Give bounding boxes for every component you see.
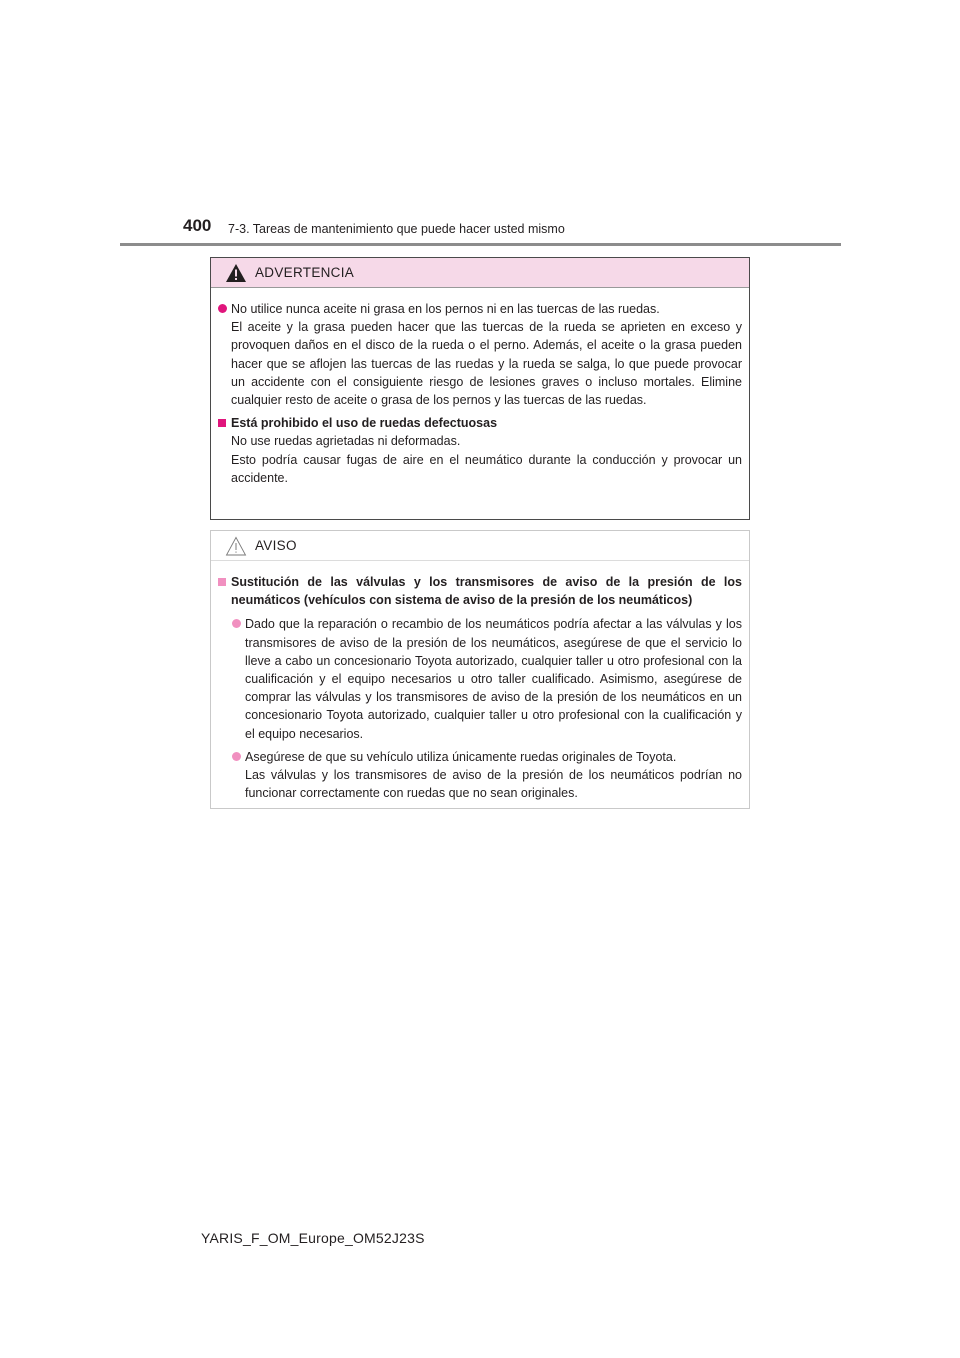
notice-item-service — [231, 615, 742, 742]
bullet-square-icon — [217, 573, 231, 591]
warning-item-line2: Esto podría causar fugas de aire en el neumático durante la conducción y provocar un accidente. — [231, 452, 742, 485]
notice-item-original-wheels — [231, 748, 742, 803]
warning-item-heading: Está prohibido el uso de ruedas defectuosas — [231, 416, 498, 431]
warning-item-line1: No use ruedas agrietadas ni deformadas. — [231, 434, 461, 449]
document-code: YARIS_F_OM_Europe_OM52J23S — [201, 1230, 425, 1246]
bullet-circle-icon — [231, 615, 245, 633]
notice-body — [211, 561, 749, 807]
page-number: 400 — [183, 216, 212, 235]
header-rule — [120, 243, 841, 246]
bullet-circle-icon — [231, 748, 245, 766]
notice-section — [217, 573, 742, 807]
section-title: 7-3. Tareas de mantenimiento que puede hacer usted mismo — [228, 222, 565, 236]
bullet-circle-icon — [217, 300, 231, 318]
notice-heading: Sustitución de las válvulas y los transmisores de aviso de la presión de los neumáticos (vehículos con sistema de aviso de la presión de los neumáticos) — [231, 575, 742, 608]
warning-item-lead: No utilice nunca aceite ni grasa en los pernos ni en las tuercas de las ruedas. — [231, 302, 660, 316]
warning-triangle-icon — [225, 263, 247, 283]
notice-header — [211, 531, 749, 561]
warning-header — [211, 258, 749, 288]
notice-item-body: Las válvulas y los transmisores de aviso de la presión de los neumáticos podrían no funcionar correctamente con ruedas que no sean originales. — [245, 768, 742, 801]
warning-item-oil-grease — [217, 300, 742, 409]
warning-box — [210, 257, 750, 520]
warning-title: ADVERTENCIA — [255, 265, 355, 280]
notice-item-text: Dado que la reparación o recambio de los neumáticos podría afectar a las válvulas y los transmisores de aviso de la presión de los neumáticos, asegúrese de que el servicio lo lleve a cabo un concesionario Toyota autorizado, cualquier taller u otro profesional con la cualificación y el equipo necesarios u otro taller cualificado. Asimismo, asegúrese de comprar las válvulas y los transmisores de aviso de la presión de los neumáticos en un concesionario Toyota autorizado, cualquier taller u otro profesional con la cualificación y el equipo necesarios. — [245, 617, 742, 741]
warning-item-defective-wheels — [217, 414, 742, 487]
notice-item-lead: Asegúrese de que su vehículo utiliza únicamente ruedas originales de Toyota. — [245, 749, 677, 764]
warning-body — [211, 288, 749, 487]
caution-triangle-icon — [225, 536, 247, 556]
notice-title: AVISO — [255, 538, 297, 553]
bullet-square-icon — [217, 414, 231, 432]
notice-box — [210, 530, 750, 809]
warning-item-body: El aceite y la grasa pueden hacer que las tuercas de la rueda se aprieten en exceso y provoquen daños en el disco de la rueda o el perno. Además, el aceite o la grasa pueden hacer que se aflojen las tuercas de las ruedas y la rueda se salga, lo que puede provocar un accidente con el consiguiente riesgo de lesiones graves o incluso mortales. Elimine cualquier resto de aceite o grasa de los pernos y las tuercas de las ruedas. — [231, 320, 742, 408]
